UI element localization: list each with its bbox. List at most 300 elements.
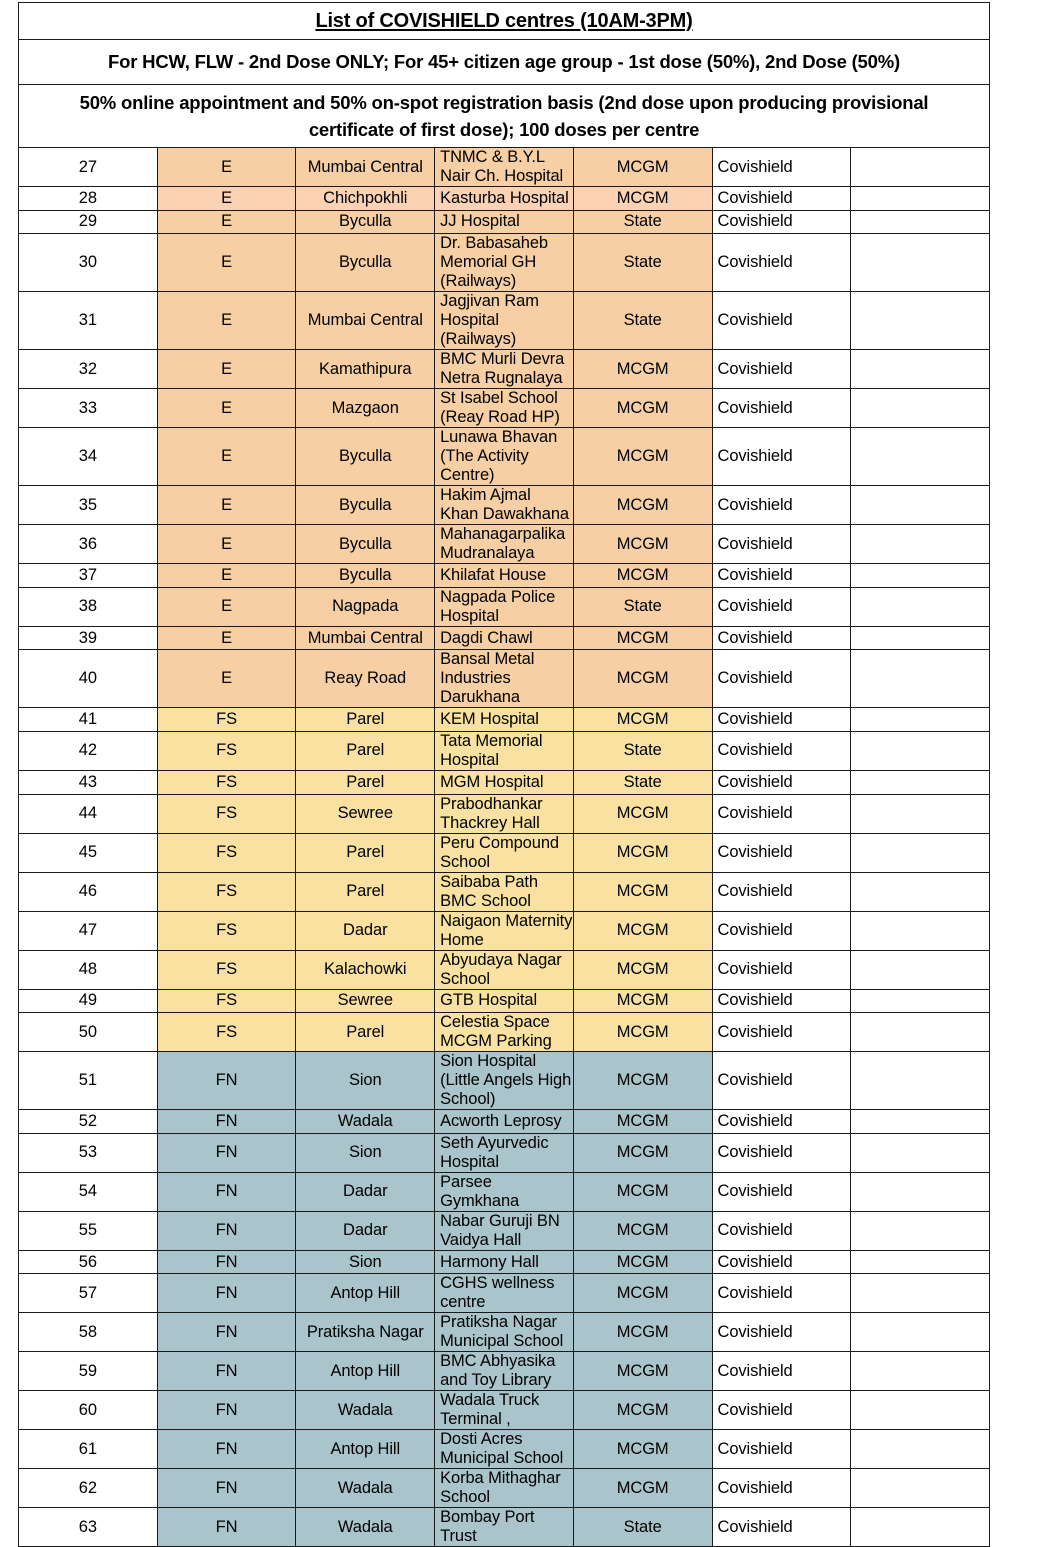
cell-serial-number: 38	[19, 587, 158, 626]
table-row	[19, 1172, 990, 1211]
cell-serial-number: 53	[19, 1133, 158, 1172]
cell-serial-number: 60	[19, 1391, 158, 1430]
table-row	[19, 1352, 990, 1391]
cell-ward: E	[157, 486, 296, 525]
cell-vaccine: Covishield	[712, 1352, 851, 1391]
cell-serial-number: 36	[19, 525, 158, 564]
cell-authority: MCGM	[573, 1133, 712, 1172]
cell-notes	[851, 564, 990, 588]
cell-authority: MCGM	[573, 626, 712, 650]
cell-authority: MCGM	[573, 833, 712, 872]
cell-area: Byculla	[296, 564, 435, 588]
cell-ward: E	[157, 428, 296, 486]
cell-ward: FS	[157, 950, 296, 989]
cell-ward: E	[157, 587, 296, 626]
eligibility-note: For HCW, FLW - 2nd Dose ONLY; For 45+ citizen age group - 1st dose (50%), 2nd Dose (50%)	[19, 40, 990, 85]
covishield-centres-table	[18, 2, 990, 1547]
cell-area: Parel	[296, 770, 435, 794]
cell-area: Pratiksha Nagar	[296, 1313, 435, 1352]
cell-centre-name: Acworth Leprosy	[435, 1110, 574, 1134]
cell-authority: MCGM	[573, 950, 712, 989]
cell-centre-name: Nabar Guruji BN Vaidya Hall	[435, 1211, 574, 1250]
table-body	[19, 3, 990, 1547]
cell-ward: E	[157, 650, 296, 708]
cell-centre-name: Sion Hospital (Little Angels High School)	[435, 1052, 574, 1110]
cell-authority: MCGM	[573, 989, 712, 1013]
table-row	[19, 187, 990, 211]
cell-ward: E	[157, 626, 296, 650]
cell-centre-name: Tata Memorial Hospital	[435, 731, 574, 770]
cell-vaccine: Covishield	[712, 428, 851, 486]
cell-notes	[851, 794, 990, 833]
table-row	[19, 1430, 990, 1469]
cell-centre-name: Bansal Metal Industries Darukhana	[435, 650, 574, 708]
cell-area: Nagpada	[296, 587, 435, 626]
cell-area: Antop Hill	[296, 1352, 435, 1391]
cell-area: Sion	[296, 1133, 435, 1172]
cell-serial-number: 58	[19, 1313, 158, 1352]
table-row	[19, 911, 990, 950]
cell-serial-number: 57	[19, 1274, 158, 1313]
cell-area: Parel	[296, 1013, 435, 1052]
table-row	[19, 626, 990, 650]
table-row	[19, 731, 990, 770]
cell-centre-name: JJ Hospital	[435, 210, 574, 234]
cell-vaccine: Covishield	[712, 486, 851, 525]
cell-area: Wadala	[296, 1110, 435, 1134]
cell-ward: FS	[157, 770, 296, 794]
page-title-text: List of COVISHIELD centres (10AM-3PM)	[315, 9, 693, 32]
cell-serial-number: 52	[19, 1110, 158, 1134]
cell-notes	[851, 1313, 990, 1352]
cell-ward: FN	[157, 1211, 296, 1250]
cell-vaccine: Covishield	[712, 794, 851, 833]
cell-authority: MCGM	[573, 1313, 712, 1352]
table-row	[19, 292, 990, 350]
cell-notes	[851, 234, 990, 292]
cell-notes	[851, 950, 990, 989]
table-row	[19, 833, 990, 872]
cell-notes	[851, 1508, 990, 1547]
cell-authority: MCGM	[573, 350, 712, 389]
cell-vaccine: Covishield	[712, 989, 851, 1013]
cell-serial-number: 48	[19, 950, 158, 989]
cell-area: Mumbai Central	[296, 292, 435, 350]
cell-area: Sewree	[296, 989, 435, 1013]
cell-ward: FN	[157, 1313, 296, 1352]
cell-serial-number: 62	[19, 1469, 158, 1508]
cell-vaccine: Covishield	[712, 1430, 851, 1469]
cell-ward: FN	[157, 1391, 296, 1430]
cell-area: Sewree	[296, 794, 435, 833]
cell-ward: FN	[157, 1352, 296, 1391]
cell-area: Mumbai Central	[296, 626, 435, 650]
cell-area: Antop Hill	[296, 1274, 435, 1313]
cell-centre-name: Naigaon Maternity Home	[435, 911, 574, 950]
cell-authority: State	[573, 731, 712, 770]
cell-area: Mazgaon	[296, 389, 435, 428]
cell-centre-name: Dosti Acres Municipal School	[435, 1430, 574, 1469]
cell-ward: E	[157, 210, 296, 234]
table-row	[19, 234, 990, 292]
table-row	[19, 1508, 990, 1547]
table-row	[19, 148, 990, 187]
cell-centre-name: Kasturba Hospital	[435, 187, 574, 211]
cell-vaccine: Covishield	[712, 1133, 851, 1172]
cell-area: Parel	[296, 731, 435, 770]
cell-centre-name: BMC Abhyasika and Toy Library	[435, 1352, 574, 1391]
cell-vaccine: Covishield	[712, 234, 851, 292]
cell-centre-name: Dagdi Chawl	[435, 626, 574, 650]
cell-serial-number: 28	[19, 187, 158, 211]
cell-serial-number: 47	[19, 911, 158, 950]
cell-ward: FN	[157, 1110, 296, 1134]
cell-serial-number: 45	[19, 833, 158, 872]
cell-vaccine: Covishield	[712, 187, 851, 211]
cell-ward: FN	[157, 1469, 296, 1508]
cell-notes	[851, 1430, 990, 1469]
cell-authority: MCGM	[573, 1013, 712, 1052]
cell-vaccine: Covishield	[712, 1211, 851, 1250]
cell-ward: FS	[157, 708, 296, 732]
cell-notes	[851, 587, 990, 626]
covishield-centres-sheet	[18, 2, 990, 1547]
cell-vaccine: Covishield	[712, 389, 851, 428]
cell-serial-number: 43	[19, 770, 158, 794]
header-title-row	[19, 3, 990, 40]
cell-notes	[851, 486, 990, 525]
cell-serial-number: 31	[19, 292, 158, 350]
cell-serial-number: 29	[19, 210, 158, 234]
cell-notes	[851, 911, 990, 950]
cell-ward: FN	[157, 1052, 296, 1110]
cell-serial-number: 42	[19, 731, 158, 770]
cell-area: Wadala	[296, 1508, 435, 1547]
cell-notes	[851, 1274, 990, 1313]
cell-authority: MCGM	[573, 1110, 712, 1134]
cell-notes	[851, 872, 990, 911]
cell-centre-name: Jagjivan Ram Hospital (Railways)	[435, 292, 574, 350]
cell-area: Mumbai Central	[296, 148, 435, 187]
cell-centre-name: Dr. Babasaheb Memorial GH (Railways)	[435, 234, 574, 292]
cell-authority: MCGM	[573, 486, 712, 525]
cell-vaccine: Covishield	[712, 833, 851, 872]
cell-notes	[851, 350, 990, 389]
table-row	[19, 708, 990, 732]
table-row	[19, 770, 990, 794]
cell-serial-number: 32	[19, 350, 158, 389]
cell-centre-name: Lunawa Bhavan (The Activity Centre)	[435, 428, 574, 486]
cell-vaccine: Covishield	[712, 1274, 851, 1313]
table-row	[19, 1274, 990, 1313]
cell-vaccine: Covishield	[712, 1391, 851, 1430]
cell-area: Antop Hill	[296, 1430, 435, 1469]
cell-centre-name: Wadala Truck Terminal ,	[435, 1391, 574, 1430]
cell-notes	[851, 1469, 990, 1508]
cell-notes	[851, 148, 990, 187]
table-row	[19, 1052, 990, 1110]
cell-ward: E	[157, 187, 296, 211]
cell-centre-name: Peru Compound School	[435, 833, 574, 872]
cell-centre-name: Nagpada Police Hospital	[435, 587, 574, 626]
cell-notes	[851, 1172, 990, 1211]
cell-notes	[851, 1391, 990, 1430]
cell-authority: MCGM	[573, 1211, 712, 1250]
cell-centre-name: St Isabel School (Reay Road HP)	[435, 389, 574, 428]
cell-serial-number: 34	[19, 428, 158, 486]
cell-notes	[851, 1133, 990, 1172]
cell-notes	[851, 1352, 990, 1391]
cell-area: Byculla	[296, 486, 435, 525]
cell-vaccine: Covishield	[712, 1052, 851, 1110]
cell-centre-name: Harmony Hall	[435, 1250, 574, 1274]
cell-vaccine: Covishield	[712, 770, 851, 794]
cell-authority: MCGM	[573, 148, 712, 187]
cell-centre-name: Pratiksha Nagar Municipal School	[435, 1313, 574, 1352]
cell-authority: MCGM	[573, 564, 712, 588]
cell-centre-name: Saibaba Path BMC School	[435, 872, 574, 911]
cell-authority: MCGM	[573, 1469, 712, 1508]
cell-authority: MCGM	[573, 794, 712, 833]
cell-area: Dadar	[296, 1211, 435, 1250]
cell-authority: MCGM	[573, 389, 712, 428]
cell-serial-number: 46	[19, 872, 158, 911]
cell-vaccine: Covishield	[712, 1013, 851, 1052]
cell-serial-number: 50	[19, 1013, 158, 1052]
table-row	[19, 486, 990, 525]
cell-centre-name: Khilafat House	[435, 564, 574, 588]
cell-vaccine: Covishield	[712, 1172, 851, 1211]
table-row	[19, 525, 990, 564]
cell-ward: FS	[157, 911, 296, 950]
cell-ward: FS	[157, 731, 296, 770]
cell-area: Dadar	[296, 1172, 435, 1211]
cell-centre-name: GTB Hospital	[435, 989, 574, 1013]
cell-notes	[851, 292, 990, 350]
cell-ward: FS	[157, 872, 296, 911]
cell-notes	[851, 626, 990, 650]
cell-vaccine: Covishield	[712, 708, 851, 732]
cell-notes	[851, 187, 990, 211]
cell-centre-name: Hakim Ajmal Khan Dawakhana	[435, 486, 574, 525]
cell-authority: MCGM	[573, 1274, 712, 1313]
cell-ward: FS	[157, 794, 296, 833]
table-row	[19, 1133, 990, 1172]
cell-ward: E	[157, 148, 296, 187]
cell-centre-name: Prabodhankar Thackrey Hall	[435, 794, 574, 833]
cell-authority: State	[573, 292, 712, 350]
cell-vaccine: Covishield	[712, 731, 851, 770]
table-row	[19, 794, 990, 833]
cell-area: Reay Road	[296, 650, 435, 708]
cell-vaccine: Covishield	[712, 911, 851, 950]
cell-serial-number: 59	[19, 1352, 158, 1391]
cell-ward: E	[157, 525, 296, 564]
cell-authority: MCGM	[573, 650, 712, 708]
cell-notes	[851, 989, 990, 1013]
cell-serial-number: 51	[19, 1052, 158, 1110]
cell-centre-name: Mahanagarpalika Mudranalaya	[435, 525, 574, 564]
cell-area: Chichpokhli	[296, 187, 435, 211]
cell-ward: FN	[157, 1172, 296, 1211]
cell-serial-number: 44	[19, 794, 158, 833]
table-row	[19, 564, 990, 588]
cell-ward: FN	[157, 1133, 296, 1172]
cell-area: Sion	[296, 1250, 435, 1274]
cell-area: Byculla	[296, 525, 435, 564]
cell-ward: E	[157, 292, 296, 350]
cell-serial-number: 49	[19, 989, 158, 1013]
cell-notes	[851, 731, 990, 770]
cell-authority: MCGM	[573, 911, 712, 950]
table-row	[19, 950, 990, 989]
table-row	[19, 428, 990, 486]
cell-ward: FS	[157, 1013, 296, 1052]
cell-vaccine: Covishield	[712, 1469, 851, 1508]
cell-serial-number: 39	[19, 626, 158, 650]
cell-authority: MCGM	[573, 525, 712, 564]
cell-authority: MCGM	[573, 1391, 712, 1430]
cell-authority: MCGM	[573, 1352, 712, 1391]
cell-ward: FN	[157, 1250, 296, 1274]
cell-serial-number: 63	[19, 1508, 158, 1547]
cell-authority: MCGM	[573, 428, 712, 486]
table-row	[19, 1469, 990, 1508]
cell-serial-number: 37	[19, 564, 158, 588]
cell-notes	[851, 1211, 990, 1250]
cell-vaccine: Covishield	[712, 626, 851, 650]
table-row	[19, 650, 990, 708]
cell-authority: State	[573, 587, 712, 626]
cell-area: Byculla	[296, 428, 435, 486]
cell-notes	[851, 1250, 990, 1274]
table-row	[19, 350, 990, 389]
cell-authority: State	[573, 210, 712, 234]
cell-area: Kamathipura	[296, 350, 435, 389]
cell-vaccine: Covishield	[712, 1508, 851, 1547]
cell-centre-name: BMC Murli Devra Netra Rugnalaya	[435, 350, 574, 389]
table-row	[19, 587, 990, 626]
cell-area: Kalachowki	[296, 950, 435, 989]
cell-notes	[851, 428, 990, 486]
cell-ward: E	[157, 564, 296, 588]
cell-notes	[851, 1110, 990, 1134]
cell-authority: State	[573, 1508, 712, 1547]
cell-serial-number: 61	[19, 1430, 158, 1469]
cell-centre-name: CGHS wellness centre	[435, 1274, 574, 1313]
header-subtitle1-row	[19, 40, 990, 85]
cell-serial-number: 54	[19, 1172, 158, 1211]
cell-centre-name: Seth Ayurvedic Hospital	[435, 1133, 574, 1172]
cell-centre-name: Celestia Space MCGM Parking	[435, 1013, 574, 1052]
cell-ward: E	[157, 350, 296, 389]
cell-authority: MCGM	[573, 708, 712, 732]
cell-serial-number: 33	[19, 389, 158, 428]
cell-area: Byculla	[296, 210, 435, 234]
cell-serial-number: 55	[19, 1211, 158, 1250]
cell-ward: FS	[157, 833, 296, 872]
table-row	[19, 1211, 990, 1250]
cell-authority: State	[573, 770, 712, 794]
table-row	[19, 1013, 990, 1052]
cell-vaccine: Covishield	[712, 564, 851, 588]
cell-vaccine: Covishield	[712, 950, 851, 989]
cell-notes	[851, 210, 990, 234]
cell-authority: MCGM	[573, 1430, 712, 1469]
cell-vaccine: Covishield	[712, 148, 851, 187]
cell-vaccine: Covishield	[712, 1250, 851, 1274]
cell-notes	[851, 525, 990, 564]
cell-area: Sion	[296, 1052, 435, 1110]
cell-vaccine: Covishield	[712, 1110, 851, 1134]
cell-notes	[851, 708, 990, 732]
table-row	[19, 1313, 990, 1352]
cell-vaccine: Covishield	[712, 872, 851, 911]
cell-vaccine: Covishield	[712, 525, 851, 564]
cell-notes	[851, 389, 990, 428]
page-title	[19, 3, 990, 40]
table-row	[19, 872, 990, 911]
cell-serial-number: 30	[19, 234, 158, 292]
cell-vaccine: Covishield	[712, 1313, 851, 1352]
cell-centre-name: Korba Mithaghar School	[435, 1469, 574, 1508]
cell-notes	[851, 770, 990, 794]
cell-vaccine: Covishield	[712, 210, 851, 234]
cell-authority: MCGM	[573, 1250, 712, 1274]
registration-note: 50% online appointment and 50% on-spot registration basis (2nd dose upon producing provisional certificate of first dose); 100 doses per centre	[19, 85, 990, 148]
cell-serial-number: 27	[19, 148, 158, 187]
cell-area: Wadala	[296, 1469, 435, 1508]
cell-serial-number: 41	[19, 708, 158, 732]
cell-vaccine: Covishield	[712, 350, 851, 389]
cell-ward: E	[157, 234, 296, 292]
cell-authority: MCGM	[573, 1172, 712, 1211]
cell-vaccine: Covishield	[712, 292, 851, 350]
table-row	[19, 1250, 990, 1274]
cell-centre-name: KEM Hospital	[435, 708, 574, 732]
table-row	[19, 989, 990, 1013]
cell-vaccine: Covishield	[712, 650, 851, 708]
header-subtitle2-row	[19, 85, 990, 148]
cell-centre-name: TNMC & B.Y.L Nair Ch. Hospital	[435, 148, 574, 187]
cell-notes	[851, 1052, 990, 1110]
cell-area: Parel	[296, 833, 435, 872]
table-row	[19, 210, 990, 234]
cell-ward: FN	[157, 1430, 296, 1469]
cell-notes	[851, 1013, 990, 1052]
cell-area: Parel	[296, 708, 435, 732]
cell-authority: MCGM	[573, 187, 712, 211]
cell-area: Byculla	[296, 234, 435, 292]
cell-centre-name: Parsee Gymkhana	[435, 1172, 574, 1211]
cell-serial-number: 35	[19, 486, 158, 525]
cell-notes	[851, 833, 990, 872]
cell-authority: MCGM	[573, 1052, 712, 1110]
cell-serial-number: 40	[19, 650, 158, 708]
table-row	[19, 1391, 990, 1430]
cell-centre-name: Abyudaya Nagar School	[435, 950, 574, 989]
table-row	[19, 389, 990, 428]
table-row	[19, 1110, 990, 1134]
cell-authority: MCGM	[573, 872, 712, 911]
cell-authority: State	[573, 234, 712, 292]
cell-ward: FN	[157, 1508, 296, 1547]
cell-ward: FN	[157, 1274, 296, 1313]
cell-vaccine: Covishield	[712, 587, 851, 626]
cell-serial-number: 56	[19, 1250, 158, 1274]
cell-centre-name: Bombay Port Trust	[435, 1508, 574, 1547]
cell-ward: E	[157, 389, 296, 428]
